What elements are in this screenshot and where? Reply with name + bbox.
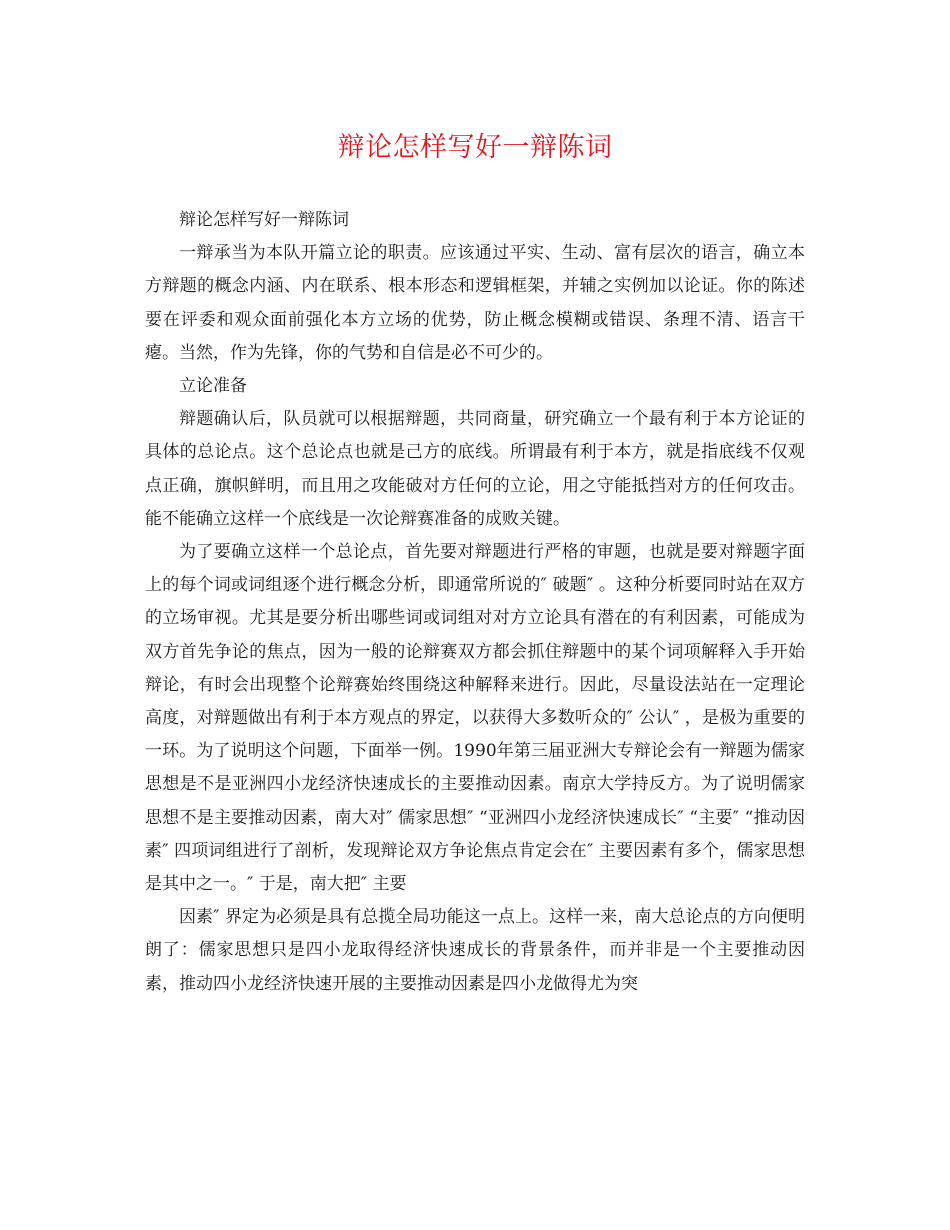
intro-paragraph: 一辩承当为本队开篇立论的职责。应该通过平实、生动、富有层次的语言，确立本方辩题的概念内涵、内在联系、根本形态和逻辑框架，并辅之实例加以论证。你的陈述要在评委和观众面前强化本方立场的优势，防止概念模糊或错误、条理不清、语言干瘪。当然，作为先锋，你的气势和自信是必不可少的。: [145, 243, 805, 363]
document-body: [145, 204, 805, 1001]
document-title: 辩论怎样写好一辩陈词: [337, 132, 613, 163]
body-paragraph: 因素″ 界定为必须是具有总揽全局功能这一点上。这样一来，南大总论点的方向便明朗了：儒家思想只是四小龙取得经济快速成长的背景条件，而并非是一个主要推动因素，推动四小龙经济快速开展的主要推动因素是四小龙做得尤为突: [145, 907, 805, 994]
body-paragraph: 辩题确认后，队员就可以根据辩题，共同商量，研究确立一个最有利于本方论证的具体的总论点。这个总论点也就是己方的底线。所谓最有利于本方，就是指底线不仅观点正确，旗帜鲜明，而且用之攻能破对方任何的立论，用之守能抵挡对方的任何攻击。能不能确立这样一个底线是一次论辩赛准备的成败关键。: [145, 409, 805, 529]
body-paragraph: 为了要确立这样一个总论点，首先要对辩题进行严格的审题，也就是要对辩题字面上的每个词或词组逐个进行概念分析，即通常所说的″ 破题″ 。这种分析要同时站在双方的立场审视。尤其是要分析出哪些词或词组对对方立论具有潜在的有利因素，可能成为双方首先争论的焦点，因为一般的论辩赛双方都会抓住辩题中的某个词项解释入手开始辩论，有时会出现整个论辩赛始终围绕这种解释来进行。因此，尽量设法站在一定理论高度，对辩题做出有利于本方观点的界定，以获得大多数听众的″ 公认″ ，是极为重要的一环。为了说明这个问题，下面举一例。1990年第三届亚洲大专辩论会有一辩题为儒家思想是不是亚洲四小龙经济快速成长的主要推动因素。南京大学持反方。为了说明儒家思想不是主要推动因素，南大对″ 儒家思想″ “亚洲四小龙经济快速成长″ “主要″ “推动因素″ 四项词组进行了剖析，发现辩论双方争论焦点肯定会在″ 主要因素有多个，儒家思想是其中之一。″ 于是，南大把″ 主要: [145, 542, 805, 895]
subtitle-paragraph: 辩论怎样写好一辩陈词: [179, 210, 349, 230]
section-heading: 立论准备: [179, 376, 247, 397]
